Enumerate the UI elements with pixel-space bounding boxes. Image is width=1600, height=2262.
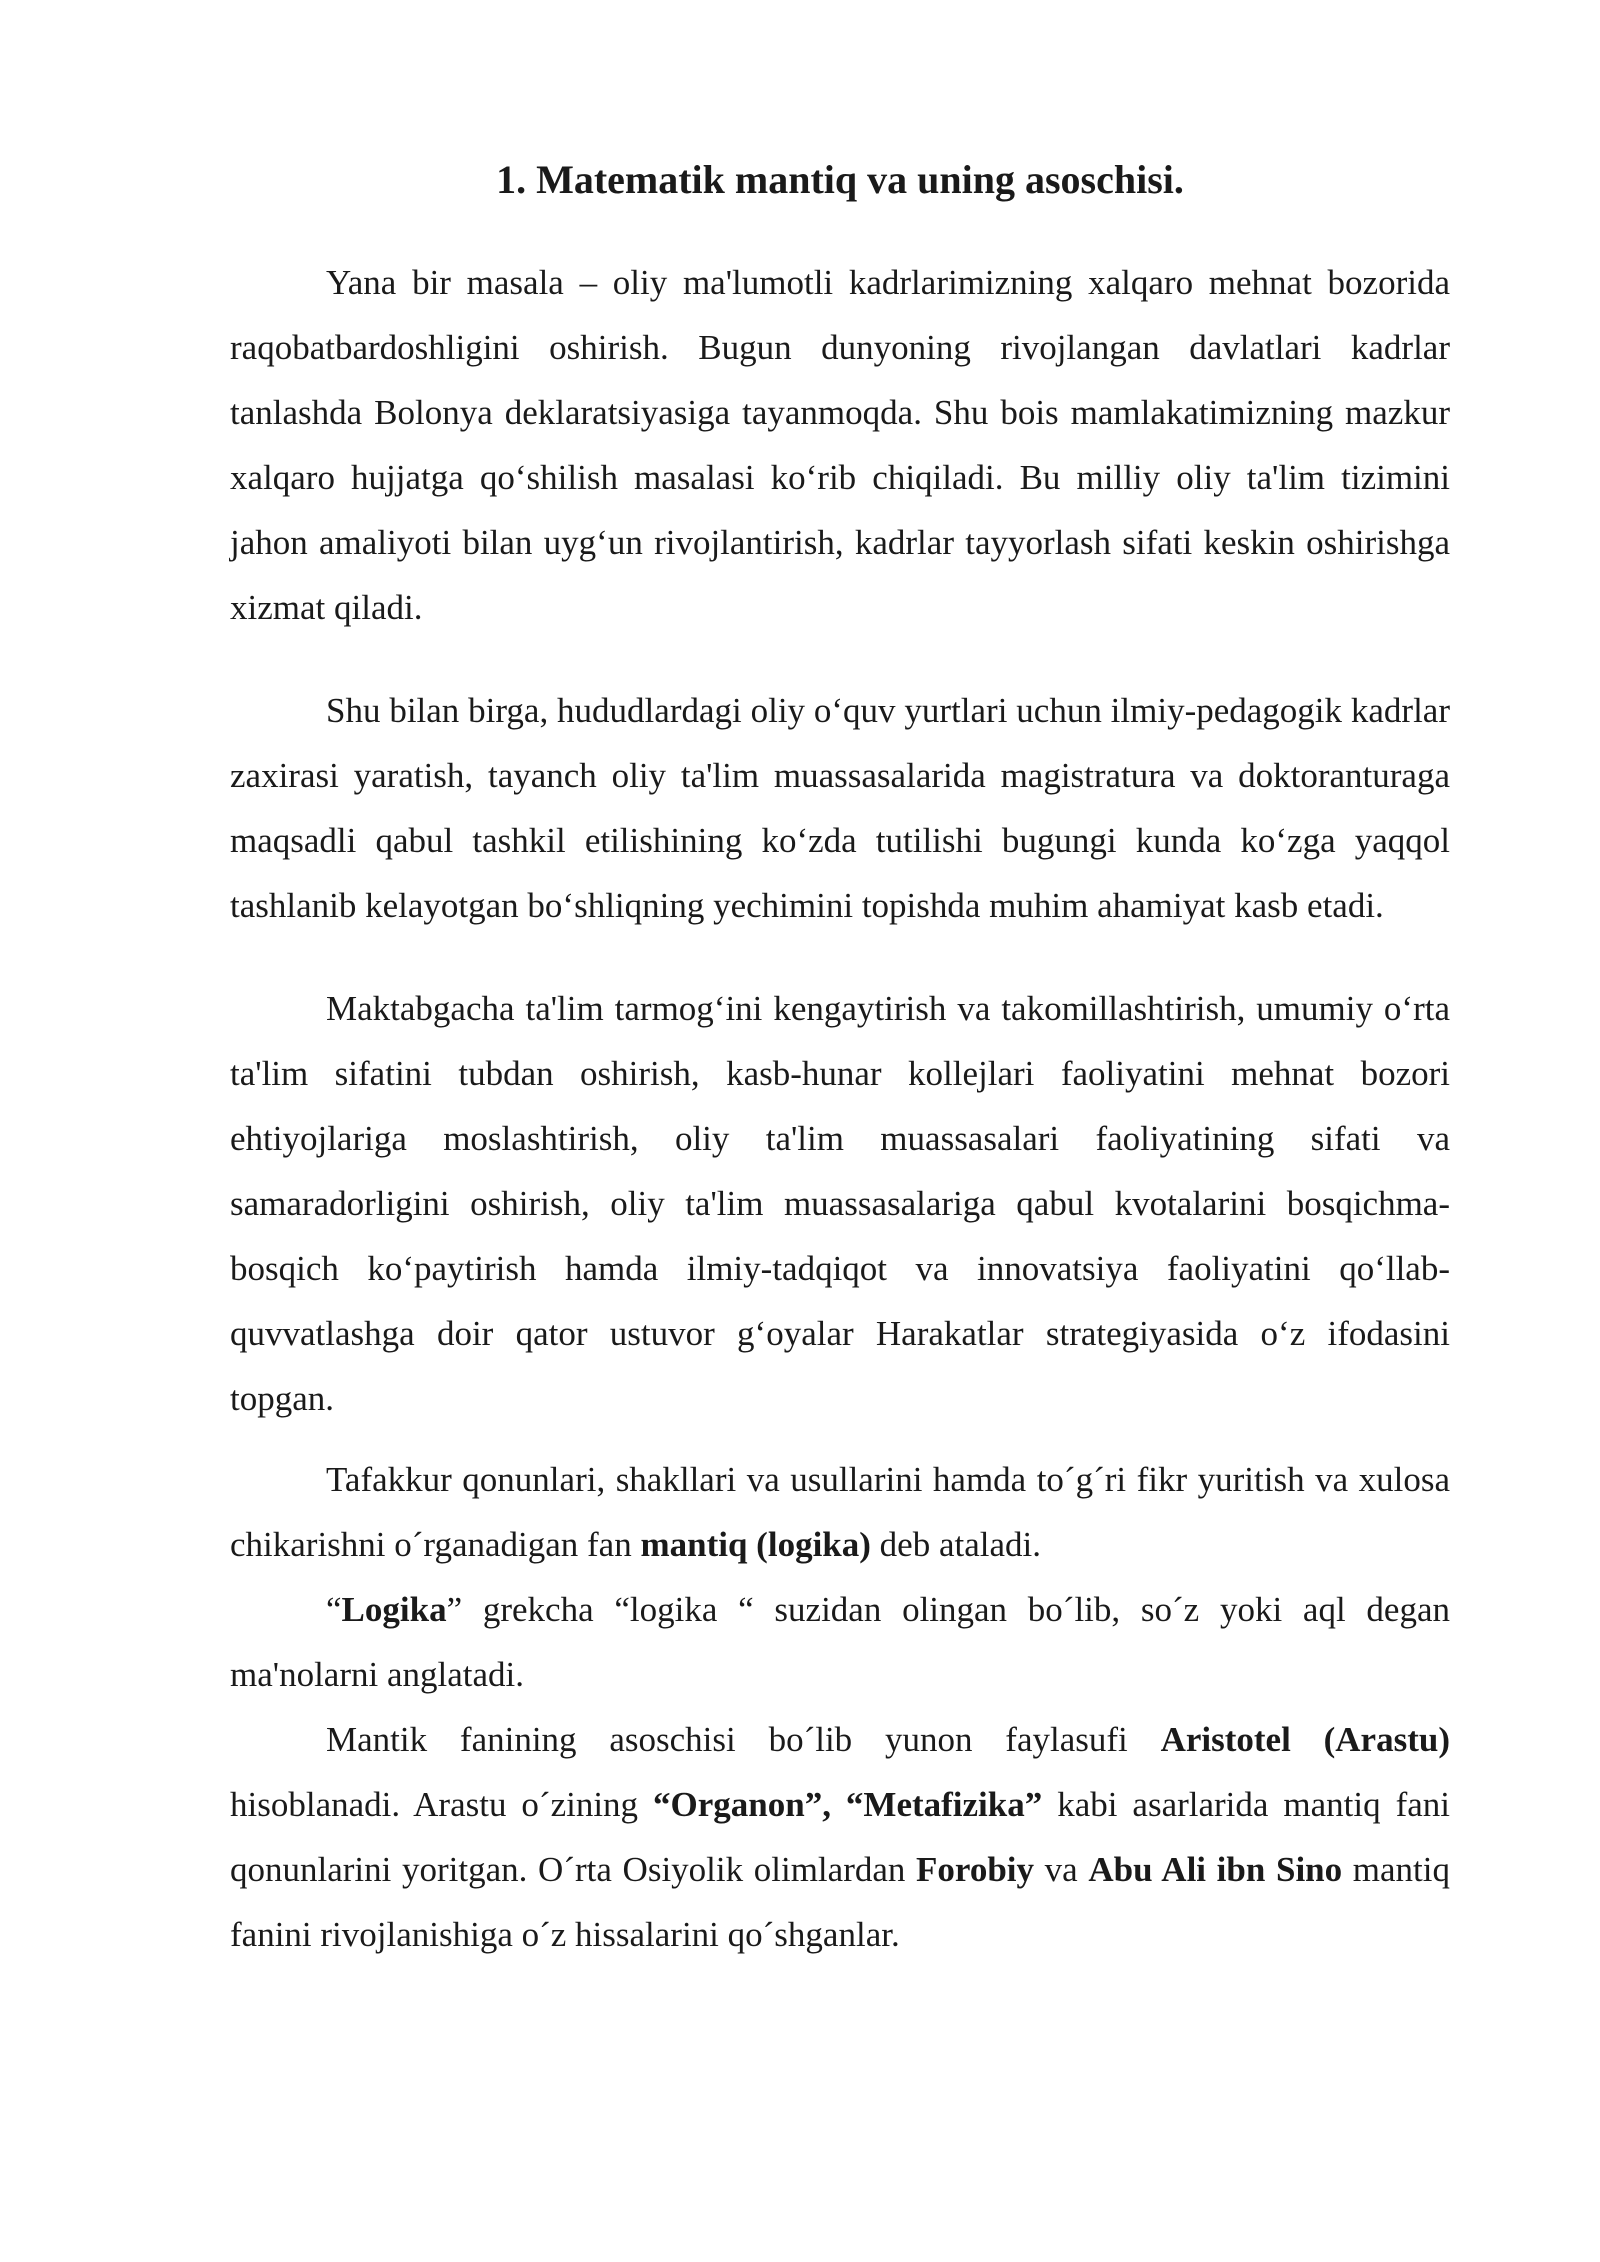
works-organon-metafizika: “Organon”, “Metafizika”: [653, 1785, 1043, 1824]
paragraph-6-text-4: va: [1034, 1850, 1089, 1889]
paragraph-4-text-1: Tafakkur qonunlari, shakllari va usullarini hamda to´g´ri fikr yuritish va xulosa chikarishni o´rganadigan fan: [230, 1460, 1450, 1564]
document-page: [230, 150, 1450, 1967]
name-ibn-sino: Abu Ali ibn Sino: [1088, 1850, 1343, 1889]
paragraph-1: Yana bir masala – oliy ma'lumotli kadrlarimizning xalqaro mehnat bozorida raqobatbardoshligini oshirish. Bugun dunyoning rivojlangan davlatlari kadrlar tanlashda Bolonya deklaratsiyasiga tayanmoqda. Shu bois mamlakatimizning mazkur xalqaro hujjatga qo‘shilish masalasi ko‘rib chiqiladi. Bu milliy oliy ta'lim tizimini jahon amaliyoti bilan uyg‘un rivojlantirish, kadrlar tayyorlash sifati keskin oshirishga xizmat qiladi.: [230, 263, 1450, 627]
page-title: 1. Matematik mantiq va uning asoschisi.: [496, 157, 1184, 202]
paragraph-5-text-1: “: [326, 1590, 342, 1629]
paragraph-5: [230, 1577, 1450, 1707]
name-forobiy: Forobiy: [916, 1850, 1035, 1889]
paragraph-3: Maktabgacha ta'lim tarmog‘ini kengaytirish va takomillashtirish, umumiy o‘rta ta'lim sifatini tubdan oshirish, kasb-hunar kollejlari faoliyatini mehnat bozori ehtiyojlariga moslashtirish, oliy ta'lim muassasalari faoliyatining sifati va samaradorligini oshirish, oliy ta'lim muassasalariga qabul kvotalarini bosqichma-bosqich ko‘paytirish hamda ilmiy-tadqiqot va innovatsiya faoliyatini qo‘llab-quvvatlashga doir qator ustuvor g‘oyalar Harakatlar strategiyasida o‘z ifodasini topgan.: [230, 989, 1450, 1418]
paragraph-5-text-2: ” grekcha “logika “ suzidan olingan bo´lib, so´z yoki aql degan ma'nolarni anglatadi.: [230, 1590, 1450, 1694]
paragraph-4-text-2: deb ataladi.: [870, 1525, 1041, 1564]
name-aristotel: Aristotel (Arastu): [1160, 1720, 1450, 1759]
paragraph-6-text-1: Mantik fanining asoschisi bo´lib yunon faylasufi: [326, 1720, 1161, 1759]
term-logika: Logika: [341, 1590, 447, 1629]
term-mantiq: mantiq (logika): [640, 1525, 871, 1564]
paragraph-6-text-2: hisoblanadi. Arastu o´zining: [230, 1785, 654, 1824]
paragraph-2: Shu bilan birga, hududlardagi oliy o‘quv yurtlari uchun ilmiy-pedagogik kadrlar zaxirasi yaratish, tayanch oliy ta'lim muassasalarida magistratura va doktoranturaga maqsadli qabul tashkil etilishining ko‘zda tutilishi bugungi kunda ko‘zga yaqqol tashlanib kelayotgan bo‘shliqning yechimini topishda muhim ahamiyat kasb etadi.: [230, 691, 1450, 925]
paragraph-6: [230, 1707, 1450, 1967]
paragraph-6-text-3: kabi asarlarida mantiq fani qonunlarini yoritgan. O´rta Osiyolik olimlardan: [230, 1785, 1450, 1889]
paragraph-4: [230, 1447, 1450, 1577]
paragraph-6-text-5: mantiq fanini rivojlanishiga o´z hissalarini qo´shganlar.: [230, 1850, 1450, 1954]
